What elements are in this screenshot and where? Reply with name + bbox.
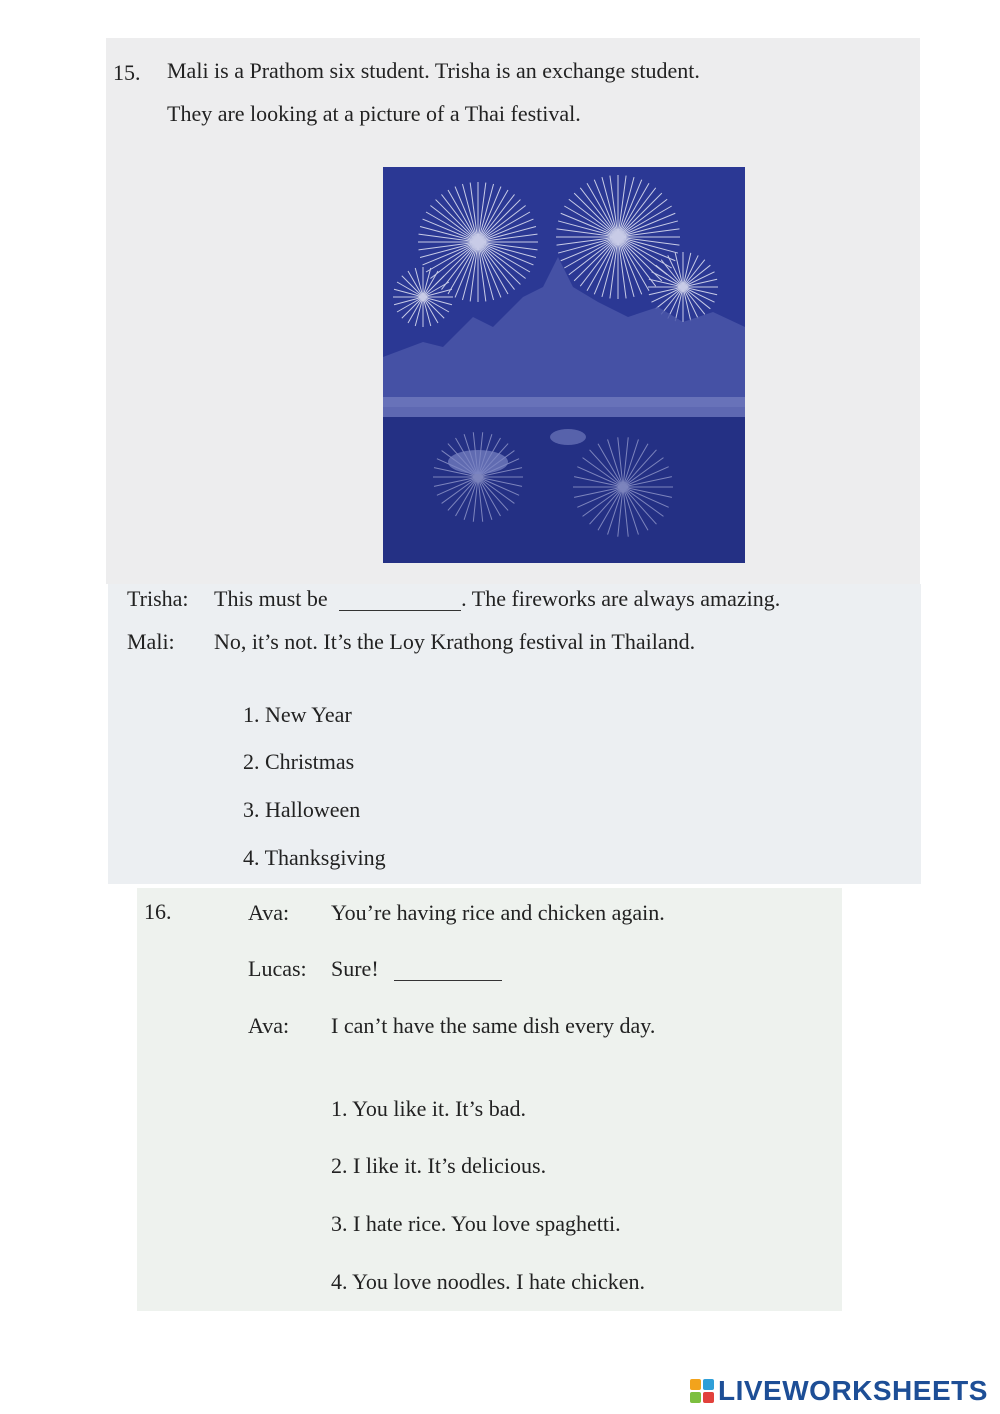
question-15-intro-line-1: Mali is a Prathom six student. Trisha is an exchange student. — [167, 58, 700, 83]
dialogue-line-lucas — [331, 958, 502, 981]
question-15-intro-line-2: They are looking at a picture of a Thai festival. — [167, 101, 581, 126]
q16-option-2[interactable]: 2. I like it. It’s delicious. — [331, 1153, 547, 1178]
question-16-number: 16. — [144, 899, 172, 924]
dialogue-speaker-ava: Ava: — [248, 900, 290, 925]
dialogue-speaker-trisha: Trisha: — [127, 586, 189, 611]
fireworks-illustration — [383, 167, 745, 563]
q15-option-4[interactable]: 4. Thanksgiving — [243, 845, 386, 870]
q15-option-3[interactable]: 3. Halloween — [243, 797, 361, 822]
dialogue-speaker-ava-2: Ava: — [248, 1013, 290, 1038]
q16-option-1[interactable]: 1. You like it. It’s bad. — [331, 1096, 526, 1121]
liveworksheets-logo-icon — [690, 1379, 714, 1403]
dialogue-speaker-mali: Mali: — [127, 629, 175, 654]
dialogue-text-after-blank: . The fireworks are always amazing. — [461, 586, 781, 611]
dialogue-line-ava-1: You’re having rice and chicken again. — [331, 900, 665, 925]
dialogue-text-before-blank: This must be — [214, 586, 328, 611]
answer-blank — [394, 958, 502, 981]
festival-fireworks-photo — [383, 167, 745, 563]
dialogue-line-trisha — [214, 588, 780, 611]
q15-option-1[interactable]: 1. New Year — [243, 702, 352, 727]
liveworksheets-logo[interactable] — [690, 1374, 988, 1408]
liveworksheets-brand: LIVEWORKSHEETS — [718, 1375, 988, 1406]
q15-option-2[interactable]: 2. Christmas — [243, 749, 355, 774]
dialogue-speaker-lucas: Lucas: — [248, 956, 307, 981]
dialogue-line-mali: No, it’s not. It’s the Loy Krathong festival in Thailand. — [214, 629, 696, 654]
dialogue-line-ava-2: I can’t have the same dish every day. — [331, 1013, 656, 1038]
q16-option-4[interactable]: 4. You love noodles. I hate chicken. — [331, 1269, 646, 1294]
answer-blank — [339, 588, 461, 611]
question-15-number: 15. — [113, 60, 141, 85]
q16-option-3[interactable]: 3. I hate rice. You love spaghetti. — [331, 1211, 621, 1236]
dialogue-text-lucas: Sure! — [331, 956, 379, 981]
